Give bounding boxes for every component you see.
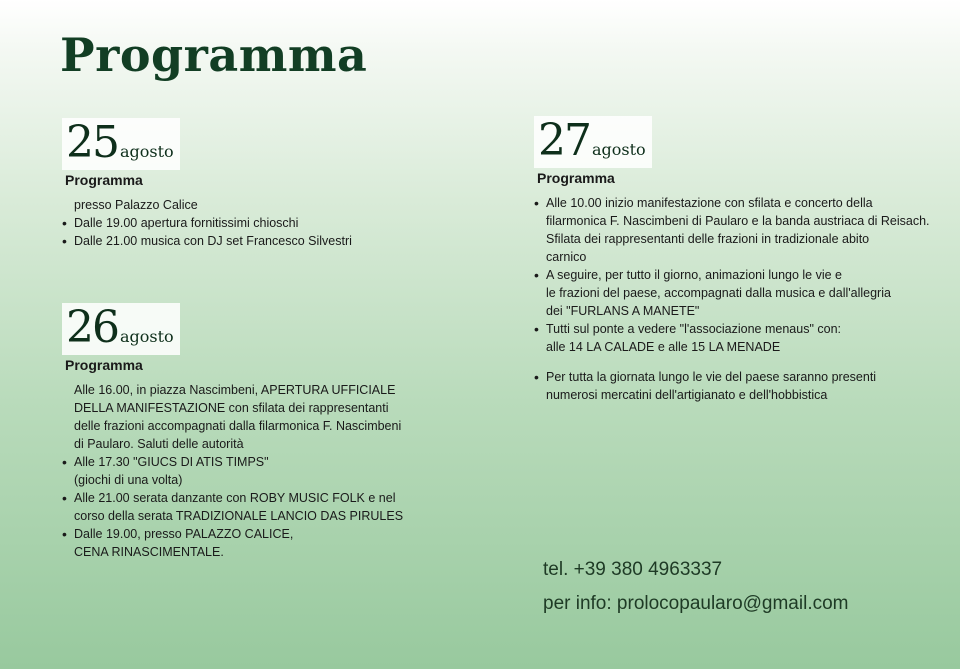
- day-section-25: [62, 118, 352, 250]
- spacer: [534, 356, 930, 368]
- text-line: filarmonica F. Nascimbeni di Paularo e la banda austriaca di Reisach.: [546, 214, 930, 228]
- bullet-item: • Alle 17.30 "GIUCS DI ATIS TIMPS": [62, 453, 403, 471]
- bullet-item: • Tutti sul ponte a vedere "l'associazione menaus" con:: [534, 320, 930, 338]
- date-badge: [62, 118, 180, 170]
- text-line: delle frazioni accompagnati dalla filarmonica F. Nascimbeni: [74, 419, 402, 433]
- section-subtitle: Programma: [537, 170, 615, 186]
- section-subtitle: Programma: [65, 172, 143, 188]
- day-section-27: [534, 116, 930, 404]
- contact-info: [543, 553, 849, 621]
- bullet-item: • Dalle 21.00 musica con DJ set Francesco Silvestri: [62, 232, 352, 250]
- text-line: carnico: [546, 250, 587, 264]
- text-line: CENA RINASCIMENTALE.: [74, 545, 224, 559]
- bullet-item: • Alle 10.00 inizio manifestazione con sfilata e concerto della: [534, 194, 930, 212]
- program-list: [534, 194, 930, 404]
- day-number: 25: [66, 117, 118, 168]
- bullet-item: • Dalle 19.00 apertura fornitissimi chioschi: [62, 214, 352, 232]
- text-line: numerosi mercatini dell'artigianato e dell'hobbistica: [546, 388, 828, 402]
- day-number: 26: [66, 302, 118, 353]
- bullet-item: • A seguire, per tutto il giorno, animazioni lungo le vie e: [534, 266, 930, 284]
- text-line: dei "FURLANS A MANETE": [546, 304, 700, 318]
- program-list: [62, 381, 403, 561]
- month-label: agosto: [120, 142, 174, 161]
- date-badge: [534, 116, 652, 168]
- text-line: alle 14 LA CALADE e alle 15 LA MENADE: [546, 340, 781, 354]
- text-line: Alle 16.00, in piazza Nascimbeni, APERTURA UFFICIALE: [74, 383, 396, 397]
- text-line: DELLA MANIFESTAZIONE con sfilata dei rappresentanti: [74, 401, 389, 415]
- month-label: agosto: [120, 327, 174, 346]
- bullet-item: • Dalle 19.00, presso PALAZZO CALICE,: [62, 525, 403, 543]
- text-line: Sfilata dei rappresentanti delle frazioni in tradizionale abito: [546, 232, 870, 246]
- phone-number: tel. +39 380 4963337: [543, 559, 723, 580]
- text-line: (giochi di una volta): [74, 473, 183, 487]
- day-number: 27: [538, 115, 590, 166]
- bullet-item: • Alle 21.00 serata danzante con ROBY MUSIC FOLK e nel: [62, 489, 403, 507]
- program-list: [62, 196, 352, 250]
- section-subtitle: Programma: [65, 357, 143, 373]
- page-title: Programma: [60, 28, 368, 82]
- day-section-26: [62, 303, 403, 561]
- date-badge: [62, 303, 180, 355]
- email-address[interactable]: per info: prolocopaularo@gmail.com: [543, 593, 849, 614]
- bullet-item: • Per tutta la giornata lungo le vie del paese saranno presenti: [534, 368, 930, 386]
- text-line: corso della serata TRADIZIONALE LANCIO DAS PIRULES: [74, 509, 404, 523]
- text-line: le frazioni del paese, accompagnati dalla musica e dall'allegria: [546, 286, 891, 300]
- text-line: di Paularo. Saluti delle autorità: [74, 437, 244, 451]
- text-line: presso Palazzo Calice: [74, 198, 198, 212]
- month-label: agosto: [592, 140, 646, 159]
